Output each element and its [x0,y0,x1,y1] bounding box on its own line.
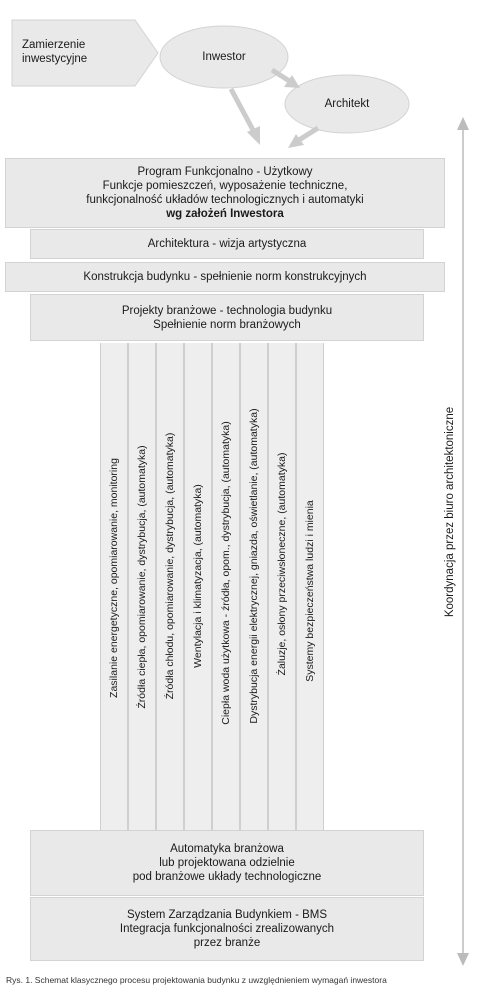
bms-line2: Integracja funkcjonalności zrealizowanych [119,923,335,935]
column-label-security: Systemy bezpieczeństwa ludzi i mienia [304,500,316,682]
program-line4: wg założeń Inwestora [166,208,284,220]
figure-caption: Rys. 1. Schemat klasycznego procesu projektowania budynku z uwzględnieniem wymagań inwestora [6,975,387,985]
start-node-line1: Zamierzenie [22,39,86,51]
start-node-line2: inwestycyjne [22,53,88,65]
investor-label: Inwestor [202,51,246,63]
arrow-investor-program [231,89,260,145]
construction-label: Konstrukcja budynku - spełnienie norm konstrukcyjnych [83,271,367,283]
column-label-hot-water: Ciepła woda użytkowa - źródła, opom., dystrybucja, (automatyka) [220,421,232,725]
architecture-label: Architektura - wizja artystyczna [147,238,307,250]
automation-box [30,830,424,896]
column-label-blinds: Żaluzje, osłony przeciwsłoneczne, (automatyka) [276,452,288,676]
column-label-ventilation: Wentylacja i klimatyzacja, (automatyka) [192,484,204,668]
architect-label: Architekt [324,98,370,110]
bms-box [30,897,424,961]
automation-line1: Automatyka branżowa [170,843,284,855]
trade-line2: Spełnienie norm branżowych [153,318,301,331]
arrow-architect-program [288,128,318,148]
automation-line3: pod branżowe układy technologiczne [132,871,322,883]
architecture-box [30,229,424,259]
trade-projects-box [30,294,424,341]
coordination-label: Koordynacja przez biuro architektoniczne [444,406,456,618]
column-label-cooling: Źródła chłodu, opomiarowanie, dystrybucja, (automatyka) [164,432,176,700]
bms-line1: System Zarządzania Budynkiem - BMS [126,909,328,921]
program-line1: Program Funkcjonalno - Użytkowy [137,166,313,178]
program-line2: Funkcje pomieszczeń, wyposażenie techniczne, [102,180,348,192]
column-label-heat: Źródła ciepła, opomiarowanie, dystrybucja, (automatyka) [136,445,148,709]
program-box [5,158,445,228]
start-node-label [22,38,142,66]
bms-line3: przez branże [193,937,261,949]
program-line3: funkcjonalność układów technologicznych i automatyki [86,194,364,206]
construction-box [5,262,445,292]
automation-line2: lub projektowana odzielnie [159,857,295,869]
coordination-arrow [457,117,469,966]
column-label-power: Zasilanie energetyczne, opomiarowanie, monitoring [108,458,120,698]
arrow-investor-architect [272,70,300,88]
column-label-electric: Dystrybucja energii elektrycznej, gniazda, oświetlanie, (automatyka) [248,408,260,724]
trade-line1: Projekty branżowe - technologia budynku [121,304,333,317]
